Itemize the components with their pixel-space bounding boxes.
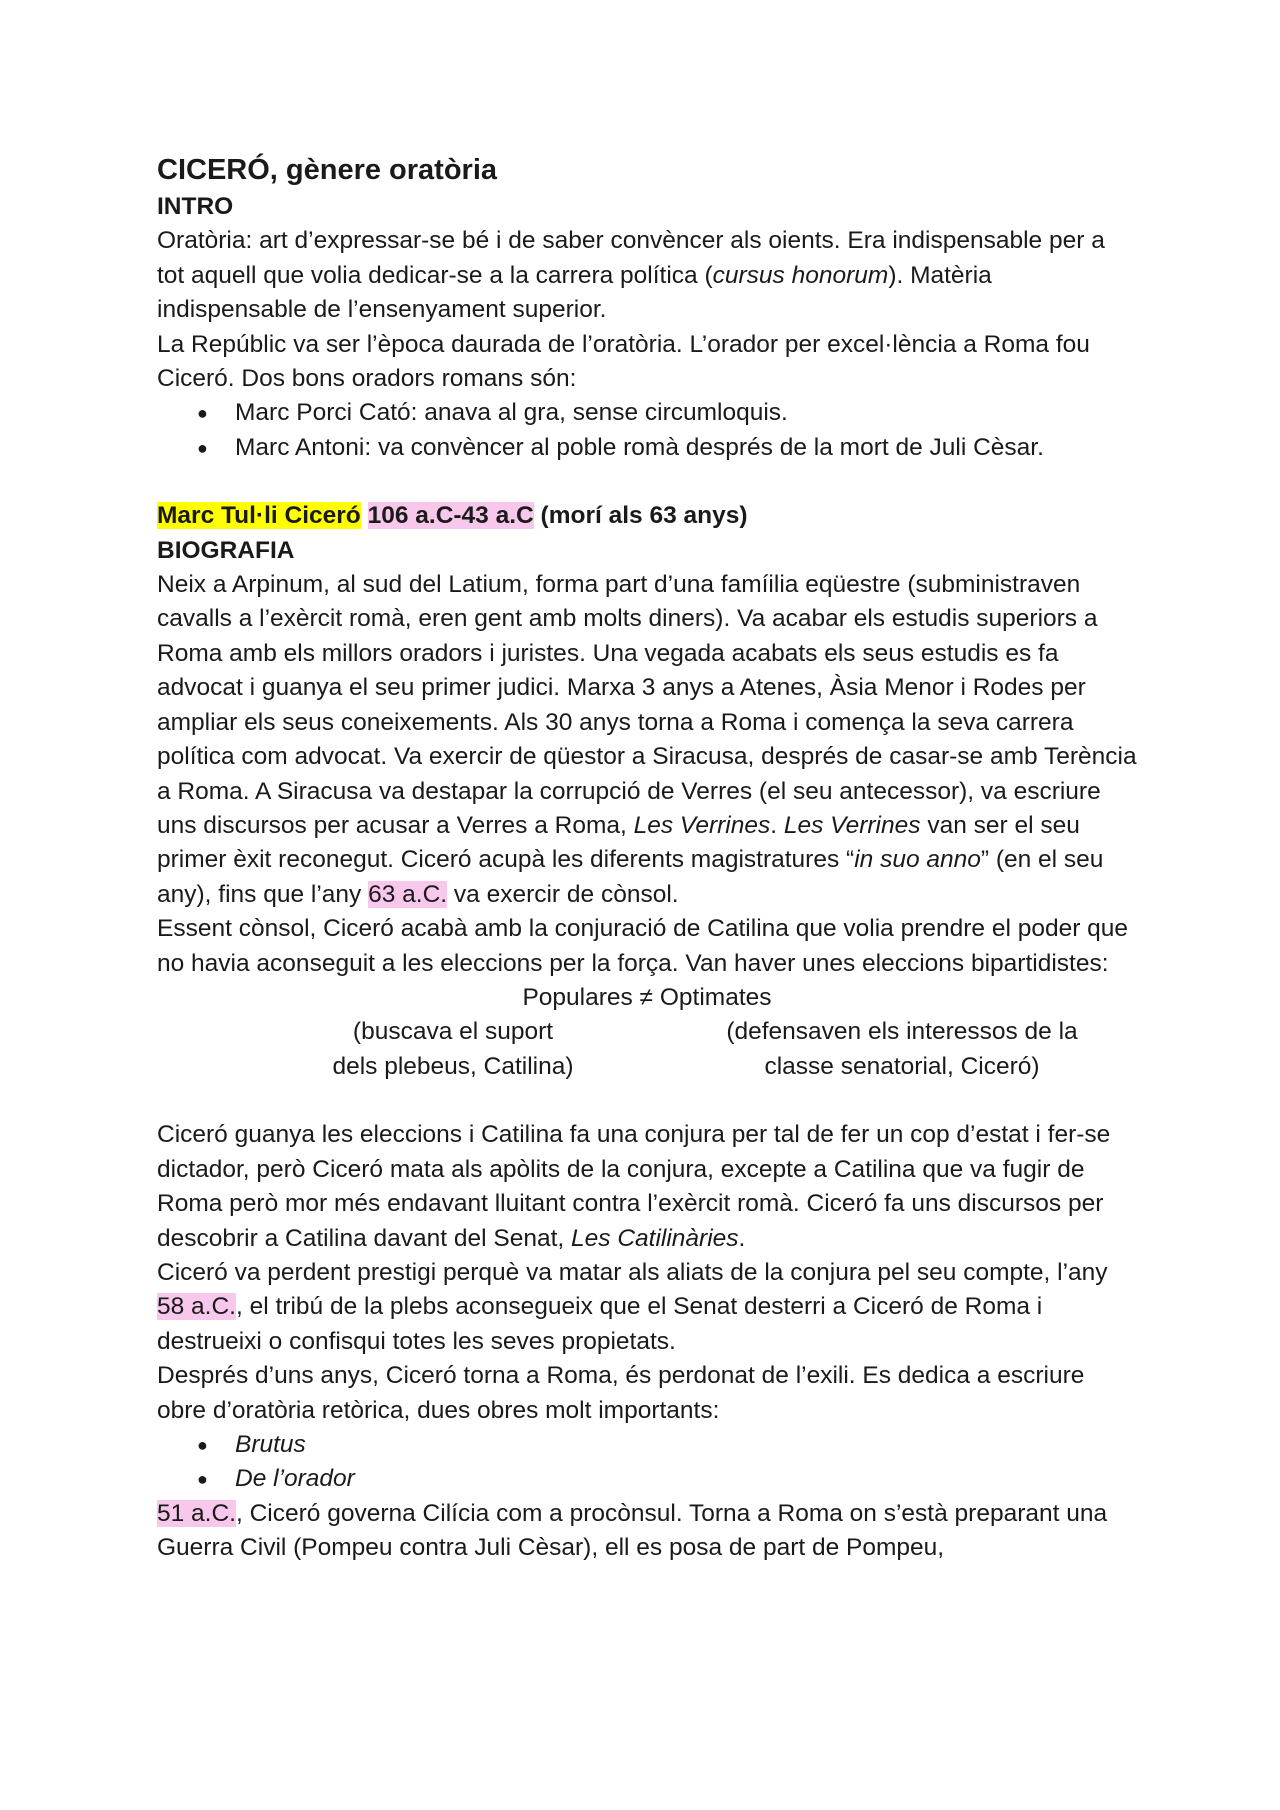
bio-paragraph-3 <box>157 1118 1137 1256</box>
text-run: . <box>738 1224 746 1252</box>
optimates-description <box>687 1015 1117 1084</box>
document-page <box>157 150 1137 1566</box>
list-item <box>157 1428 1137 1462</box>
date-highlight: 51 a.C. <box>157 1499 236 1527</box>
list-item: ● Marc Porci Cató: anava al gra, sense circumloquis. <box>157 396 1137 430</box>
intro-paragraph-1 <box>157 224 1137 327</box>
list-item <box>157 1462 1137 1496</box>
bio-paragraph-1 <box>157 568 1137 912</box>
age-note: (morí als 63 anys) <box>533 502 748 530</box>
text-run-italic: Les Catilinàries <box>571 1224 739 1252</box>
text-run: va exercir de cònsol. <box>447 880 679 908</box>
bio-paragraph-4 <box>157 1256 1137 1359</box>
text-line: classe senatorial, Ciceró) <box>764 1052 1040 1080</box>
text-run: ). Matèria indispensable de l’ensenyament superior. <box>157 261 992 324</box>
text-run-italic: Les Verrines <box>633 811 771 839</box>
intro-heading: INTRO <box>157 193 234 220</box>
parties-title: Populares ≠ Optimates <box>522 983 772 1011</box>
text-run: , Ciceró governa Cilícia com a procònsul. Torna a Roma on s’està preparant una Guerra Civil (Pompeu contra Juli Cèsar), ell es posa de part de Pompeu, <box>157 1499 1108 1562</box>
text-run: Ciceró guanya les eleccions i Catilina fa una conjura per tal de fer un cop d’estat i fer-se dictador, però Ciceró mata als apòlits de la conjura, excepte a Catilina que va fugir de Roma però mor més endavant lluitant contra l’exèrcit romà. Ciceró fa uns discursos per descobrir a Catilina davant del Senat, <box>157 1121 1111 1252</box>
dates-highlight: 106 a.C-43 a.C <box>367 502 534 530</box>
work-title: De l’orador <box>235 1465 355 1493</box>
bio-paragraph-2: Essent cònsol, Ciceró acabà amb la conjuració de Catilina que volia prendre el poder que no havia aconseguit a les eleccions per la força. Van haver unes eleccions bipartidistes: <box>157 915 1129 977</box>
text-run-italic: cursus honorum <box>712 261 889 289</box>
text-line: (defensaven els interessos de la <box>726 1018 1078 1046</box>
text-run: van ser el seu primer èxit reconegut. Ciceró acupà les diferents magistratures “ <box>157 811 1080 874</box>
list-item: ● Marc Antoni: va convèncer al poble romà després de la mort de Juli Cèsar. <box>157 431 1137 465</box>
bio-paragraph-6 <box>157 1497 1137 1566</box>
text-run: Oratòria: art d’expressar-se bé i de saber convèncer als oients. Era indispensable per a tot aquell que volia dedicar-se a la carrera política ( <box>157 227 1105 289</box>
work-title: Brutus <box>235 1431 306 1458</box>
text-run: . <box>770 811 784 839</box>
text-line: (buscava el suport <box>352 1018 554 1046</box>
text-run: ” (en el seu any), fins que l’any <box>157 846 1104 908</box>
biografia-heading: BIOGRAFIA <box>157 536 295 564</box>
date-highlight: 58 a.C. <box>157 1293 236 1321</box>
text-run: Neix a Arpinum, al sud del Latium, forma part d’una famíilia eqüestre (subministraven cavalls a l’exèrcit romà, eren gent amb molts diners). Va acabar els estudis superiors a Roma amb els millors oradors i juristes. Una vegada acabats els seus estudis es fa advocat i guanya el seu primer judici. Marxa 3 anys a Atenes, Àsia Menor i Rodes per ampliar els seus coneixements. Als 30 anys torna a Roma i comença la seva carrera política com advocat. Va exercir de qüestor a Siracusa, després de casar-se amb Terència a Roma. A Siracusa va destapar la corrupció de Verres (el seu antecessor), va escriure uns discursos per acusar a Verres a Roma, <box>157 571 1137 839</box>
name-highlight: Marc Tul·li Ciceró <box>157 502 361 530</box>
orators-list <box>157 396 1137 465</box>
text-line: dels plebeus, Catilina) <box>332 1052 574 1080</box>
works-list <box>157 1428 1137 1497</box>
intro-paragraph-2: La Repúblic va ser l’època daurada de l’oratòria. L’orador per excel·lència a Roma fou Ciceró. Dos bons oradors romans són: <box>157 330 1090 393</box>
text-run: , el tribú de la plebs aconsegueix que el Senat desterri a Ciceró de Roma i destrueixi o confisqui totes les seves propietats. <box>157 1293 1043 1355</box>
text-run-italic: Les Verrines <box>783 811 921 839</box>
populares-description <box>303 1015 603 1084</box>
text-run-italic: in suo anno <box>854 846 981 874</box>
text-run: Ciceró va perdent prestigi perquè va matar als aliats de la conjura pel seu compte, l’any <box>157 1258 1108 1286</box>
bio-paragraph-5: Després d’uns anys, Ciceró torna a Roma, és perdonat de l’exili. Es dedica a escriure obre d’oratòria retòrica, dues obres molt importants: <box>157 1362 1085 1424</box>
parties-columns <box>157 1015 1137 1084</box>
bio-header <box>157 499 1137 533</box>
date-highlight: 63 a.C. <box>368 880 448 908</box>
page-title: CICERÓ, gènere oratòria <box>157 154 498 186</box>
